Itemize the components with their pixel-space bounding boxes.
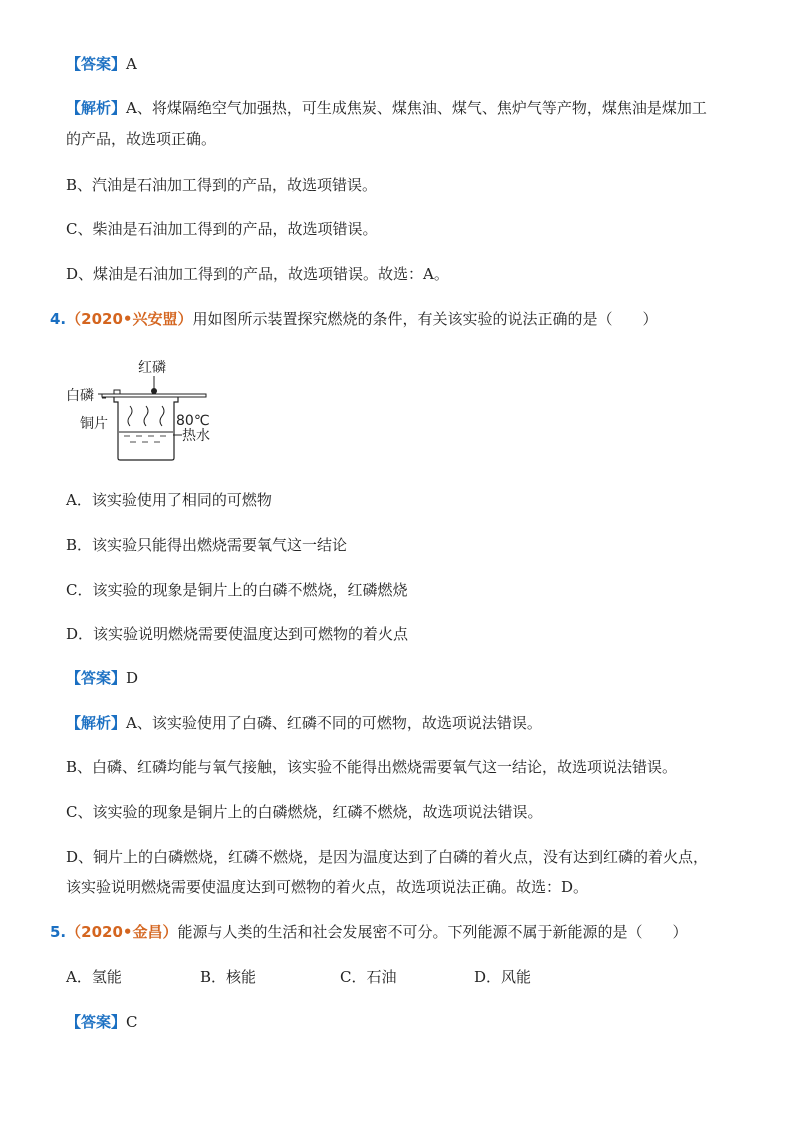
q4-stem-line [50, 309, 658, 329]
question-source: （2020•兴安盟） [66, 310, 193, 328]
q4-analysis-b: B、白磷、红磷均能与氧气接触，该实验不能得出燃烧需要氧气这一结论，故选项说法错误。 [66, 758, 678, 776]
white-phosphorus-block [114, 390, 120, 394]
question-source: （2020•金昌） [66, 923, 178, 941]
q5-answer-line [66, 1012, 138, 1032]
q5-option-b: B．核能 [200, 968, 257, 986]
analysis-tag: 【解析】 [66, 99, 127, 117]
answer-tag: 【答案】 [66, 669, 127, 687]
label-white-phosphorus: 白磷 [66, 388, 94, 404]
steam-line-3 [160, 406, 164, 426]
label-red-phosphorus: 红磷 [138, 360, 166, 376]
label-copper-sheet: 铜片 [80, 416, 108, 432]
q3-analysis-line1 [66, 98, 707, 118]
answer-tag: 【答案】 [66, 55, 127, 73]
q4-analysis-d2: 该实验说明燃烧需要使温度达到可燃物的着火点，故选项说法正确。故选：D。 [66, 878, 589, 896]
copper-sheet [102, 394, 206, 397]
q4-option-b: B．该实验只能得出燃烧需要氧气这一结论 [66, 536, 348, 554]
analysis-tag: 【解析】 [66, 714, 127, 732]
q4-option-a: A．该实验使用了相同的可燃物 [66, 491, 272, 509]
label-temperature: 80℃ [176, 413, 210, 429]
red-phosphorus-dot [151, 388, 157, 394]
q4-option-c: C．该实验的现象是铜片上的白磷不燃烧，红磷燃烧 [66, 581, 408, 599]
question-stem: 用如图所示装置探究燃烧的条件，有关该实验的说法正确的是（ ） [192, 310, 658, 328]
question-number: 4. [50, 310, 67, 328]
steam-line-1 [128, 406, 132, 426]
q4-analysis-c: C、该实验的现象是铜片上的白磷燃烧，红磷不燃烧，故选项说法错误。 [66, 803, 543, 821]
q5-option-d: D．风能 [474, 968, 532, 986]
answer-value: C [126, 1013, 138, 1031]
answer-value: A [126, 55, 137, 73]
question-stem: 能源与人类的生活和社会发展密不可分。下列能源不属于新能源的是（ ） [177, 923, 688, 941]
q3-analysis-d: D、煤油是石油加工得到的产品，故选项错误。故选：A。 [66, 265, 449, 283]
steam-line-2 [144, 406, 148, 426]
label-hot-water: 热水 [182, 428, 210, 444]
answer-value: D [126, 669, 139, 687]
q3-analysis-b: B、汽油是石油加工得到的产品，故选项错误。 [66, 176, 378, 194]
q3-analysis-c: C、柴油是石油加工得到的产品，故选项错误。 [66, 220, 378, 238]
q4-analysis-d1: D、铜片上的白磷燃烧，红磷不燃烧，是因为温度达到了白磷的着火点，没有达到红磷的着火点， [66, 848, 709, 866]
answer-tag: 【答案】 [66, 1013, 127, 1031]
q5-stem-line [50, 922, 688, 942]
combustion-apparatus-figure [62, 354, 232, 466]
analysis-text: A、将煤隔绝空气加强热，可生成焦炭、煤焦油、煤气、焦炉气等产物，煤焦油是煤加工 [126, 99, 707, 117]
q5-option-c: C．石油 [340, 968, 397, 986]
question-number: 5. [50, 923, 67, 941]
q4-option-d: D．该实验说明燃烧需要使温度达到可燃物的着火点 [66, 625, 409, 643]
q4-answer-line [66, 668, 138, 688]
q3-answer-line [66, 54, 137, 74]
q3-analysis-line2: 的产品，故选项正确。 [66, 130, 217, 148]
q4-analysis-a [66, 713, 542, 733]
q5-option-a: A．氢能 [66, 968, 122, 986]
analysis-text: A、该实验使用了白磷、红磷不同的可燃物，故选项说法错误。 [126, 714, 542, 732]
